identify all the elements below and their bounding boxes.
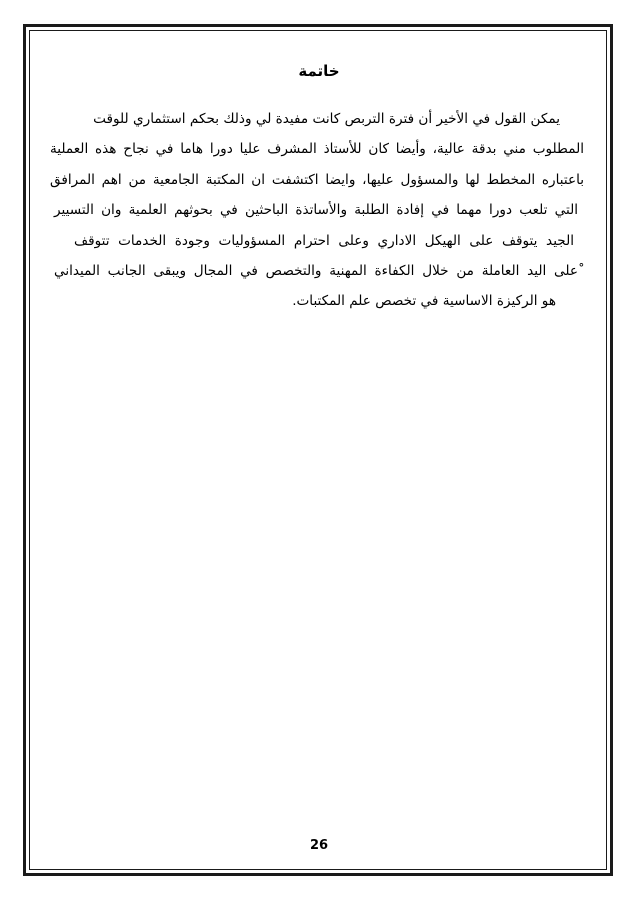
paragraph-line: ْعلى اليد العاملة من خلال الكفاءة المهنية والتخصص في المجال ويبقى الجانب الميداني (54, 262, 578, 279)
paragraph-line: هو الركيزة الاساسية في تخصص علم المكتبات. (292, 293, 556, 310)
paragraph-line: التي تلعب دورا مهما في إفادة الطلبة والأساتذة الباحثين في بحوثهم العلمية وان التسيير (54, 202, 578, 219)
paragraph-line: المطلوب مني بدقة عالية، وأيضا كان للأستاذ المشرف عليا دورا هاما في نجاح هذه العملية (50, 141, 584, 158)
paragraph-line: باعتباره المخطط لها والمسؤول عليها، وايضا اكتشفت ان المكتبة الجامعية من اهم المرافق (50, 171, 584, 188)
section-title: خاتمة (298, 62, 340, 80)
conclusion-paragraph (50, 104, 584, 317)
paragraph-line: يمكن القول في الأخير أن فترة التربص كانت مفيدة لي وذلك بحكم استثماري للوقت (93, 111, 560, 127)
paragraph-line: الجيد يتوقف على الهيكل الاداري وعلى احترام المسؤوليات وجودة الخدمات تتوقف (74, 232, 574, 249)
page-number: 26 (309, 838, 329, 853)
